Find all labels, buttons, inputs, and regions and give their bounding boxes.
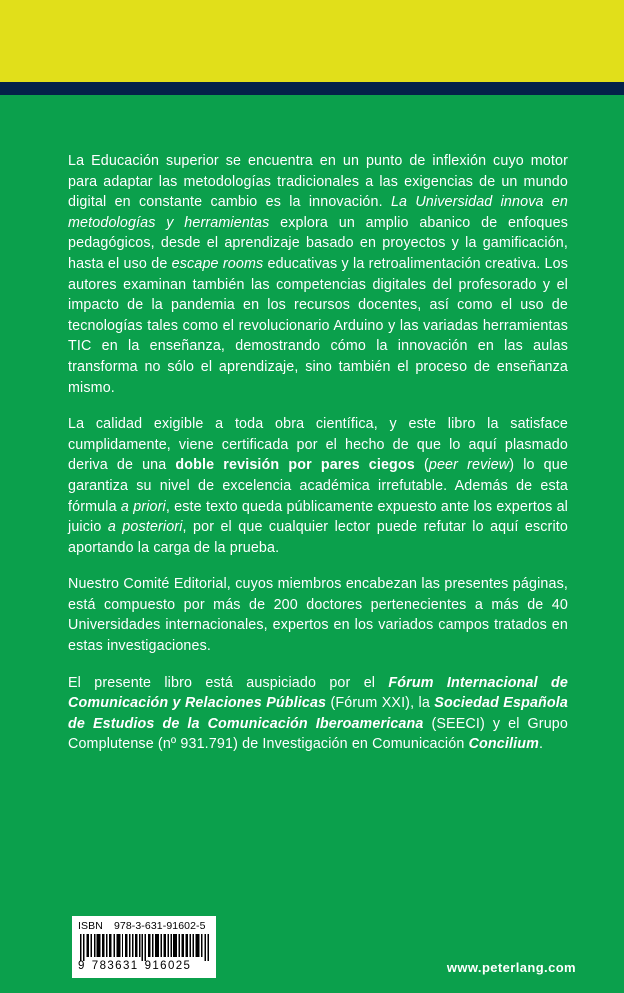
blurb-paragraph-1: La Educación superior se encuentra en un punto de inflexión cuyo motor para adaptar las metodologías tradicionales a las exigencias de un mundo digital en constante cambio es la innovación. La Universidad innova en metodologías y herramientas explora un amplio abanico de enfoques pedagógicos, desde el aprendizaje basado en proyectos y la gamificación, hasta el uso de escape rooms educativas y la retroalimentación creativa. Los autores examinan también las competencias digitales del profesorado y el impacto de la pandemia en los recursos docentes, así como el uso de tecnologías tales como el revolucionario Arduino y las variadas herramientas TIC en la enseñanza, demostrando cómo la innovación en las aulas transforma no sólo el aprendizaje, sino también el proceso de enseñanza mismo. bbox=[68, 153, 569, 396]
navy-divider-stripe bbox=[0, 82, 624, 95]
barcode-bars-icon bbox=[78, 934, 210, 961]
blurb-paragraph-3: Nuestro Comité Editorial, cuyos miembros encabezan las presentes páginas, está compuesto por más de 200 doctores pertenecientes a más de 40 Universidades internacionales, expertos en los variados campos tratados en estas investigaciones. bbox=[68, 576, 568, 655]
barcode-digit-left: 9 bbox=[78, 960, 86, 972]
isbn-text bbox=[78, 920, 210, 932]
publisher-website[interactable]: www.peterlang.com bbox=[446, 960, 576, 975]
emphasis-run: escape rooms bbox=[171, 255, 264, 272]
emphasis-run: La Universidad innova en metodologías y herramientas bbox=[68, 194, 568, 231]
barcode-digit-group-2: 916025 bbox=[144, 960, 192, 972]
barcode-digits bbox=[78, 960, 210, 973]
isbn-number: 978-3-631-91602-5 bbox=[113, 920, 206, 932]
emphasis-run: Fórum Internacional de Comunicación y Relaciones Públicas bbox=[68, 674, 568, 712]
emphasis-run: a priori bbox=[120, 498, 166, 515]
emphasis-run: peer review bbox=[428, 457, 510, 474]
emphasis-run: Sociedad Española de Estudios de la Comunicación Iberoamericana bbox=[68, 695, 568, 732]
blurb-paragraph-4: El presente libro está auspiciado por el Fórum Internacional de Comunicación y Relaciones Públicas (Fórum XXI), la Sociedad Española de Estudios de la Comunicación Iberoamericana (SEECI) y el Grupo Complutense (nº 931.791) de Investigación en Comunicación Concilium. bbox=[68, 674, 568, 753]
emphasis-run: a posteriori bbox=[107, 519, 183, 536]
emphasis-run: Concilium bbox=[468, 736, 539, 753]
emphasis-run: doble revisión por pares ciegos bbox=[175, 457, 415, 474]
barcode-digit-group-1: 783631 bbox=[91, 960, 139, 972]
back-cover-blurb bbox=[68, 151, 568, 755]
top-yellow-band bbox=[0, 0, 624, 82]
blurb-paragraph-2: La calidad exigible a toda obra científica, y este libro la satisface cumplidamente, viene certificada por el hecho de que lo aquí plasmado deriva de una doble revisión por pares ciegos (peer review) lo que garantiza su nivel de excelencia académica irrefutable. Además de esta fórmula a priori, este texto queda públicamente expuesto ante los expertos al juicio a posteriori, por el que cualquier lector puede refutar lo aquí escrito aportando la carga de la prueba. bbox=[68, 416, 568, 556]
isbn-barcode bbox=[72, 916, 216, 978]
isbn-label: ISBN bbox=[78, 920, 103, 932]
